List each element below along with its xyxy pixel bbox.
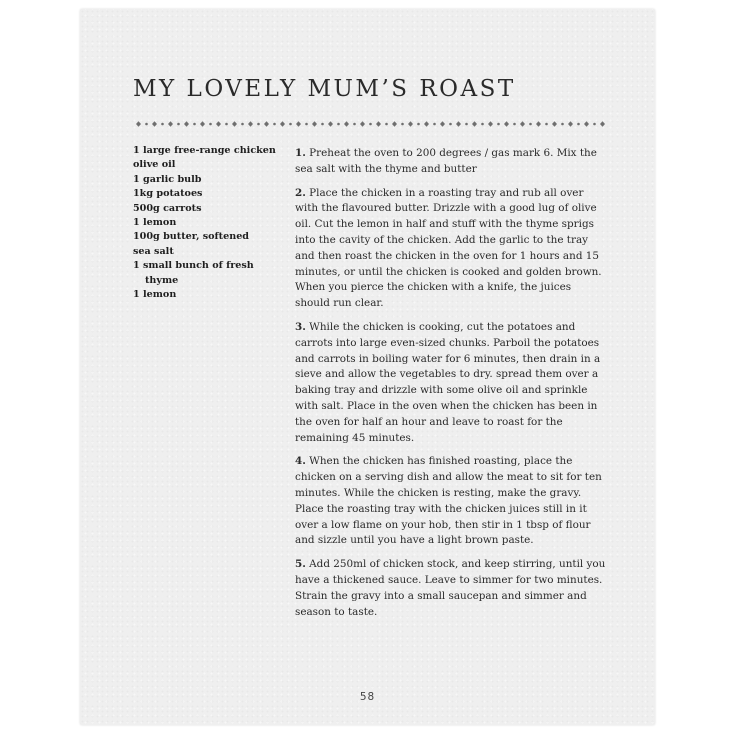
- divider-dot: [465, 123, 468, 126]
- divider-diamond: [280, 121, 285, 127]
- ingredient-item: 1 small bunch of fresh thyme: [133, 260, 254, 286]
- divider-diamond: [568, 121, 573, 127]
- divider-diamond: [536, 121, 541, 127]
- divider-dot: [561, 123, 564, 126]
- ingredient-item: olive oil: [133, 159, 176, 171]
- ingredient-item: 500g carrots: [133, 202, 202, 214]
- ingredient-item: 1 lemon: [133, 289, 177, 301]
- divider-dot: [433, 123, 436, 126]
- step-number: 1.: [295, 147, 306, 159]
- divider-diamond: [200, 121, 205, 127]
- divider-dot: [545, 123, 548, 126]
- divider-dot: [449, 123, 452, 126]
- divider-dot: [289, 123, 292, 126]
- divider-diamond: [424, 121, 429, 127]
- divider-dot: [481, 123, 484, 126]
- divider-dot: [529, 123, 532, 126]
- divider-diamond: [360, 121, 365, 127]
- divider-diamond: [248, 121, 253, 127]
- method-section: [295, 146, 607, 628]
- ingredient-item: 1 garlic bulb: [133, 173, 202, 185]
- divider-diamond: [472, 121, 477, 127]
- step-text: Add 250ml of chicken stock, and keep stirring, until you have a thickened sauce. Leave to simmer for two minutes. Strain the gravy into a small saucepan and simmer and season to taste.: [295, 558, 606, 618]
- divider-diamond: [520, 121, 525, 127]
- divider-diamond: [456, 121, 461, 127]
- divider-dot: [593, 123, 596, 126]
- divider-dot: [193, 123, 196, 126]
- divider-diamond: [168, 121, 173, 127]
- divider-diamond: [584, 121, 589, 127]
- method-step: [295, 557, 607, 620]
- divider-dot: [241, 123, 244, 126]
- divider-diamond: [232, 121, 237, 127]
- ingredient-item: 100g butter, softened: [133, 231, 250, 243]
- divider-dot: [497, 123, 500, 126]
- divider-diamond: [216, 121, 221, 127]
- divider-diamond: [440, 121, 445, 127]
- divider-diamond: [504, 121, 509, 127]
- divider-dot: [209, 123, 212, 126]
- ingredient-item: 1 large free-range chicken: [133, 145, 276, 156]
- ingredient-item: sea salt: [133, 245, 174, 257]
- ingredients-list: [133, 144, 283, 302]
- divider-dot: [417, 123, 420, 126]
- divider-diamond: [376, 121, 381, 127]
- divider-diamond: [408, 121, 413, 127]
- divider-dot: [577, 123, 580, 126]
- ornamental-divider: [134, 119, 606, 129]
- divider-diamond: [296, 121, 301, 127]
- step-number: 2.: [295, 186, 306, 199]
- method-step: [295, 186, 607, 312]
- divider-dot: [161, 123, 164, 126]
- divider-dot: [353, 123, 356, 126]
- divider-diamond: [184, 121, 189, 127]
- divider-dot: [385, 123, 388, 126]
- step-number: 3.: [295, 320, 306, 333]
- divider-dot: [257, 123, 260, 126]
- divider-diamond: [488, 121, 493, 127]
- step-number: 4.: [295, 455, 306, 468]
- recipe-title: MY LOVELY MUM’S ROAST: [133, 76, 516, 102]
- ingredient-item: 1 lemon: [133, 217, 177, 229]
- ingredient-item: 1kg potatoes: [133, 188, 203, 200]
- divider-diamond: [152, 121, 157, 127]
- divider-diamond: [552, 121, 557, 127]
- divider-diamond: [328, 121, 333, 127]
- divider-dot: [513, 123, 516, 126]
- divider-dot: [337, 123, 340, 126]
- method-step: [295, 454, 607, 549]
- divider-diamond: [344, 121, 349, 127]
- divider-diamond: [312, 121, 317, 127]
- divider-dot: [225, 123, 228, 126]
- divider-diamond: [136, 121, 141, 127]
- divider-dot: [321, 123, 324, 126]
- method-step: [295, 146, 607, 178]
- step-text: Preheat the oven to 200 degrees / gas mark 6. Mix the sea salt with the thyme and butter: [295, 147, 597, 175]
- step-text: When the chicken has finished roasting, place the chicken on a serving dish and allow the meat to sit for ten minutes. While the chicken is resting, make the gravy. Place the roasting tray with the chicken juices still in it over a low flame on your hob, then stir in 1 tbsp of flour and sizzle until you have a light brown paste.: [295, 455, 602, 547]
- method-step: [295, 320, 607, 446]
- divider-dot: [177, 123, 180, 126]
- divider-dot: [369, 123, 372, 126]
- divider-dot: [305, 123, 308, 126]
- step-text: While the chicken is cooking, cut the potatoes and carrots into large even-sized chunks. Parboil the potatoes and carrots in boiling water for 6 minutes, then drain in a sieve and allow the vegetables to dry. spread them over a baking tray and drizzle with some olive oil and sprinkle with salt. Place in the oven when the chicken has been in the oven for half an hour and leave to roast for the remaining 45 minutes.: [295, 320, 601, 444]
- divider-dot: [273, 123, 276, 126]
- step-text: Place the chicken in a roasting tray and rub all over with the flavoured butter. Drizzle with a good lug of olive oil. Cut the lemon in half and stuff with the thyme sprigs into the cavity of the chicken. Add the garlic to the tray and then roast the chicken in the oven for 1 hours and 15 minutes, or until the chicken is cooked and golden brown. When you pierce the chicken with a knife, the juices should run clear.: [295, 186, 602, 310]
- divider-diamond: [600, 121, 605, 127]
- divider-dot: [401, 123, 404, 126]
- divider-diamond: [392, 121, 397, 127]
- step-number: 5.: [295, 558, 306, 571]
- divider-dot: [145, 123, 148, 126]
- divider-diamond: [264, 121, 269, 127]
- page-number: 58: [359, 691, 376, 703]
